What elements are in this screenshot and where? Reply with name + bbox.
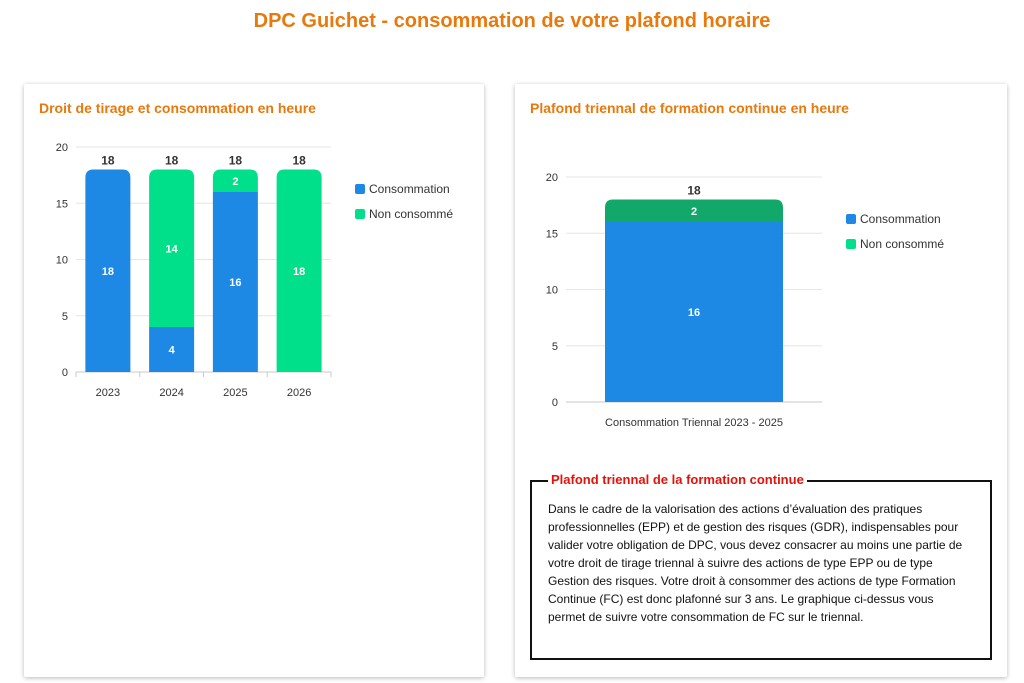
y-tick-label: 15 [55, 198, 68, 211]
bar-data-label: 14 [165, 243, 178, 256]
x-tick-label: 2024 [159, 387, 184, 399]
bar-total-label: 18 [228, 153, 243, 168]
legend-swatch-consommation [355, 184, 365, 194]
bar-data-label: 18 [101, 265, 114, 278]
legend-item-consommation[interactable] [355, 181, 453, 197]
bar-total-label: 18 [292, 153, 306, 168]
y-tick-label: 10 [55, 254, 68, 267]
y-tick-label: 5 [61, 310, 68, 323]
legend-label-non-consomme: Non consommé [369, 207, 454, 221]
right-chart-legend [846, 211, 944, 261]
bar-data-label: 2 [232, 175, 239, 188]
legend-label-consommation: Consommation [860, 212, 941, 226]
y-tick-label: 15 [545, 228, 558, 241]
legend-label-consommation: Consommation [369, 182, 450, 196]
legend-item-non-consomme[interactable] [846, 236, 944, 252]
legend-swatch-non-consomme [355, 209, 365, 219]
legend-label-non-consomme: Non consommé [860, 237, 945, 251]
y-tick-label: 10 [545, 284, 558, 297]
x-tick-label: 2026 [286, 387, 312, 399]
bar-total-label: 18 [164, 153, 179, 168]
legend-item-non-consomme[interactable] [355, 206, 453, 222]
x-tick-label: 2023 [95, 387, 121, 399]
y-tick-label: 0 [551, 397, 558, 409]
bar-total-label: 18 [101, 153, 115, 168]
legend-item-consommation[interactable] [846, 211, 944, 227]
y-tick-label: 20 [55, 142, 68, 154]
bar-data-label: 2 [690, 205, 698, 218]
info-box-text: Dans le cadre de la valorisation des actions d’évaluation des pratiques professionnelles (EPP) et de gestion des risques (GDR), indispensables pour valider votre obligation de DPC, vous devez consacrer au moins une partie de votre droit de tirage triennal à suivre des actions de type EPP ou de type Gestion des risques. Votre droit à consommer des actions de type Formation Continue (FC) est donc plafonné sur 3 ans. Le graphique ci-dessus vous permet de suivre votre consommation de FC sur le triennal. [548, 502, 963, 624]
bar-data-label: 18 [293, 265, 306, 278]
legend-swatch-non-consomme [846, 239, 856, 249]
right-chart-title: Plafond triennal de formation continue en heure [530, 100, 849, 116]
bar-data-label: 16 [229, 277, 242, 289]
bar-data-label: 16 [687, 307, 701, 319]
left-chart-legend [355, 181, 453, 231]
legend-swatch-consommation [846, 214, 856, 224]
y-tick-label: 5 [551, 340, 558, 353]
info-box-title: Plafond triennal de la formation continue [548, 472, 807, 487]
left-chart-title: Droit de tirage et consommation en heure [39, 100, 316, 116]
y-tick-label: 20 [545, 172, 558, 184]
y-tick-label: 0 [61, 367, 68, 379]
x-tick-label: Consommation Triennal 2023 - 2025 [605, 417, 783, 429]
x-tick-label: 2025 [223, 387, 248, 399]
info-box [530, 472, 992, 660]
bar-data-label: 4 [168, 344, 175, 357]
bar-total-label: 18 [687, 183, 701, 198]
page-title: DPC Guichet - consommation de votre plafond horaire [253, 10, 771, 32]
